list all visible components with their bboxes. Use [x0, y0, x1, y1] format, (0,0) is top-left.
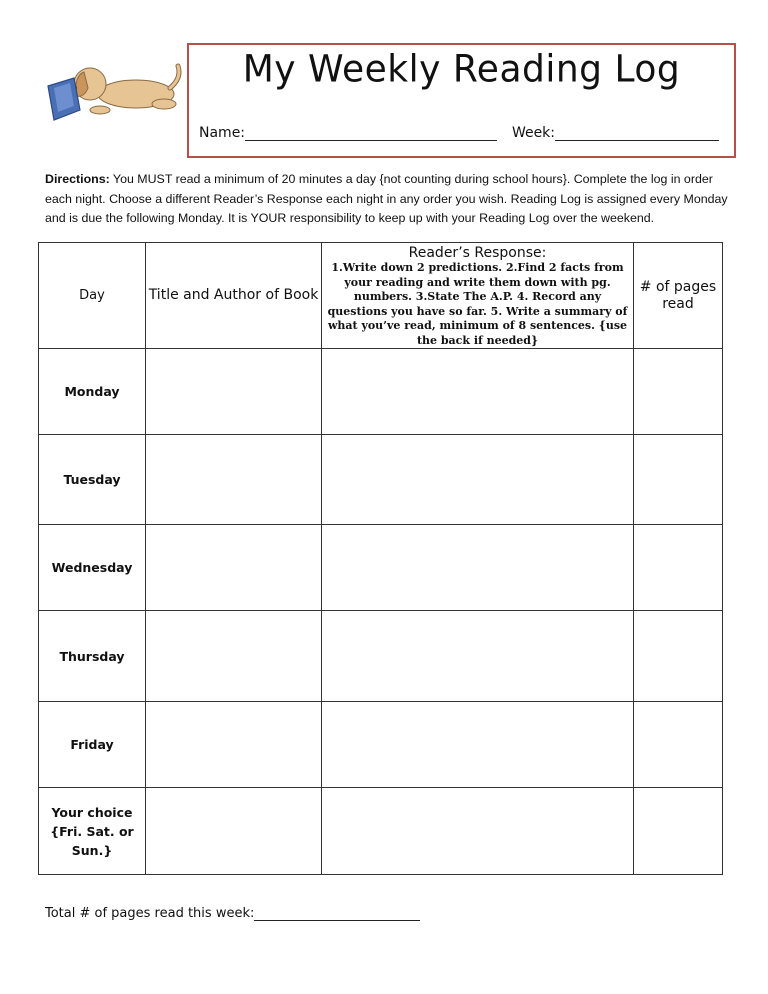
day-label: Your choice {Fri. Sat. or Sun.}: [39, 788, 146, 875]
pages-cell[interactable]: [634, 435, 723, 525]
response-cell[interactable]: [322, 349, 634, 435]
week-line[interactable]: [555, 126, 719, 141]
title-cell[interactable]: [146, 702, 322, 788]
pages-cell[interactable]: [634, 702, 723, 788]
day-label: Friday: [39, 702, 146, 788]
header-readers-response: [322, 243, 634, 349]
title-cell[interactable]: [146, 435, 322, 525]
table-row: [39, 525, 723, 611]
response-cell[interactable]: [322, 788, 634, 875]
header-day: Day: [39, 243, 146, 349]
response-instructions: 1.Write down 2 predictions. 2.Find 2 facts from your reading and write them down with pg. numbers. 3.State The A.P. 4. Record any questions you have so far. 5. Write a summary of what you’ve read, minimum of 8 sentences. {use the back if needed}: [327, 261, 628, 347]
dog-reading-book-icon: [44, 48, 184, 128]
response-cell[interactable]: [322, 611, 634, 702]
header-row: [39, 243, 723, 349]
day-label: Wednesday: [39, 525, 146, 611]
week-label: Week:: [511, 125, 556, 141]
pages-cell[interactable]: [634, 349, 723, 435]
total-line[interactable]: [254, 906, 420, 921]
title-cell[interactable]: [146, 611, 322, 702]
title-cell[interactable]: [146, 525, 322, 611]
day-label: Monday: [39, 349, 146, 435]
total-label: Total # of pages read this week:: [45, 906, 255, 921]
response-cell[interactable]: [322, 435, 634, 525]
directions-text: You MUST read a minimum of 20 minutes a day {not counting during school hours}. Complete the log in order each night. Choose a different Reader’s Response each night in any order you wish. Reading Log is assigned every Monday and is due the following Monday. It is YOUR responsibility to keep up with your Reading Log over the weekend.: [45, 172, 728, 225]
response-cell[interactable]: [322, 702, 634, 788]
response-title: Reader’s Response:: [408, 245, 547, 261]
table-row: [39, 611, 723, 702]
header-pages-read: # of pages read: [634, 243, 723, 349]
reading-log-table: [38, 242, 723, 875]
directions-lead: Directions:: [45, 172, 110, 186]
name-line[interactable]: [245, 126, 497, 141]
header-title-author: Title and Author of Book: [146, 243, 322, 349]
table-row: [39, 702, 723, 788]
title-cell[interactable]: [146, 788, 322, 875]
day-label: Tuesday: [39, 435, 146, 525]
table-row: [39, 788, 723, 875]
total-pages: [45, 906, 420, 921]
title-box: [187, 43, 736, 158]
pages-cell[interactable]: [634, 525, 723, 611]
table-row: [39, 349, 723, 435]
table-row: [39, 435, 723, 525]
page-title: My Weekly Reading Log: [242, 47, 681, 92]
day-label: Thursday: [39, 611, 146, 702]
pages-cell[interactable]: [634, 788, 723, 875]
directions: [45, 170, 735, 229]
title-cell[interactable]: [146, 349, 322, 435]
pages-cell[interactable]: [634, 611, 723, 702]
response-cell[interactable]: [322, 525, 634, 611]
name-label: Name:: [199, 125, 246, 141]
name-week-fields: [199, 125, 719, 141]
